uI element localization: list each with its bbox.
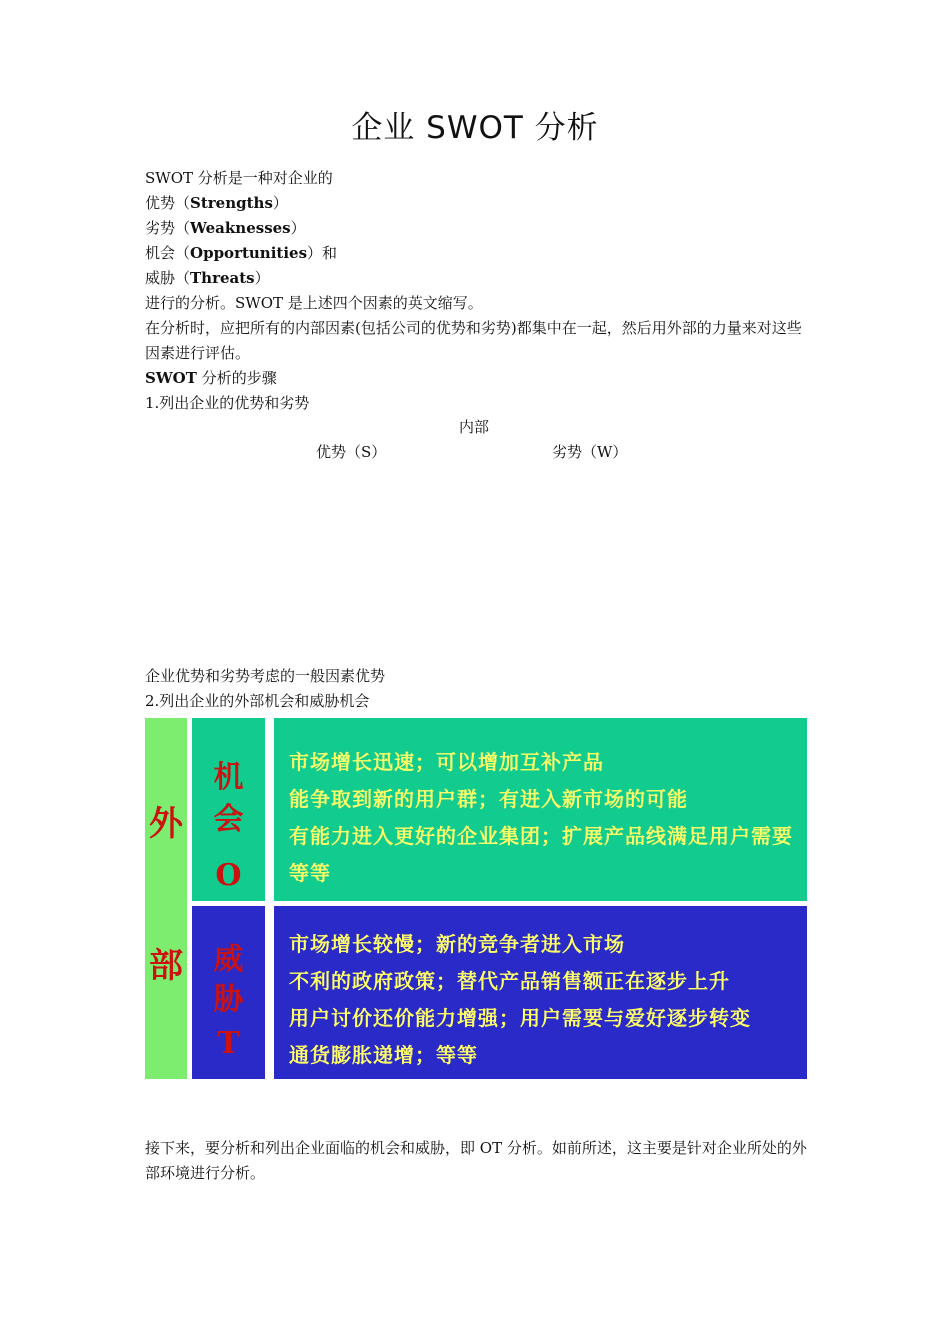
closing-text: 接下来，要分析和列出企业面临的机会和威胁，即 OT 分析。如前所述，这主要是针对企业所处的外部环境进行分析。 <box>145 1139 807 1182</box>
external-char: 外 <box>149 804 183 844</box>
threat-line: 用户讨价还价能力增强；用户需要与爱好逐步转变 <box>289 1006 751 1030</box>
steps-heading: SWOT 分析的步骤 <box>145 369 277 387</box>
intro-method: 在分析时，应把所有的内部因素(包括公司的优势和劣势)都集中在一起，然后用外部的力量来对这些因素进行评估。 <box>145 319 802 362</box>
opportunity-char: 机 <box>213 760 244 795</box>
threat-char: T <box>217 1026 240 1061</box>
closing-paragraph <box>145 1136 815 1186</box>
intro-line: SWOT 分析是一种对企业的 <box>145 169 333 187</box>
threat-content <box>274 906 807 1079</box>
external-char: 部 <box>149 946 183 986</box>
opportunity-char: O <box>215 858 242 893</box>
opportunity-char: 会 <box>213 802 244 837</box>
internal-header: 内部 <box>459 418 490 436</box>
opportunity-content <box>274 718 807 901</box>
threat-line: 市场增长较慢；新的竞争者进入市场 <box>289 932 625 956</box>
opportunity-line: 等等 <box>289 861 331 885</box>
intro-section <box>145 166 815 416</box>
opportunity-line: 市场增长迅速；可以增加互补产品 <box>289 750 604 774</box>
threat-line: 通货膨胀递增；等等 <box>289 1043 478 1067</box>
strengths-line: 优势（Strengths） <box>145 194 288 212</box>
threat-char: 胁 <box>213 982 244 1017</box>
weaknesses-line: 劣势（Weaknesses） <box>145 219 306 237</box>
threat-label-cell <box>192 906 265 1079</box>
weakness-label: 劣势（W） <box>552 443 628 461</box>
mid-section <box>145 664 815 714</box>
intro-summary: 进行的分析。SWOT 是上述四个因素的英文缩写。 <box>145 294 483 312</box>
factors-caption: 企业优势和劣势考虑的一般因素优势 <box>145 667 386 685</box>
opportunity-line: 有能力进入更好的企业集团；扩展产品线满足用户需要 <box>289 824 793 848</box>
opportunities-line: 机会（Opportunities）和 <box>145 244 338 262</box>
threat-char: 威 <box>213 942 244 977</box>
page-title: 企业 SWOT 分析 <box>351 110 599 146</box>
step-1: 1.列出企业的优势和劣势 <box>145 394 310 412</box>
opportunity-line: 能争取到新的用户群；有进入新市场的可能 <box>289 787 688 811</box>
external-column <box>145 718 187 1079</box>
external-ot-diagram <box>145 718 807 1079</box>
opportunity-label-cell <box>192 718 265 901</box>
threats-line: 威胁（Threats） <box>145 269 270 287</box>
strength-label: 优势（S） <box>316 443 387 461</box>
step-2: 2.列出企业的外部机会和威胁机会 <box>145 692 370 710</box>
threat-line: 不利的政府政策；替代产品销售额正在逐步上升 <box>289 969 730 993</box>
